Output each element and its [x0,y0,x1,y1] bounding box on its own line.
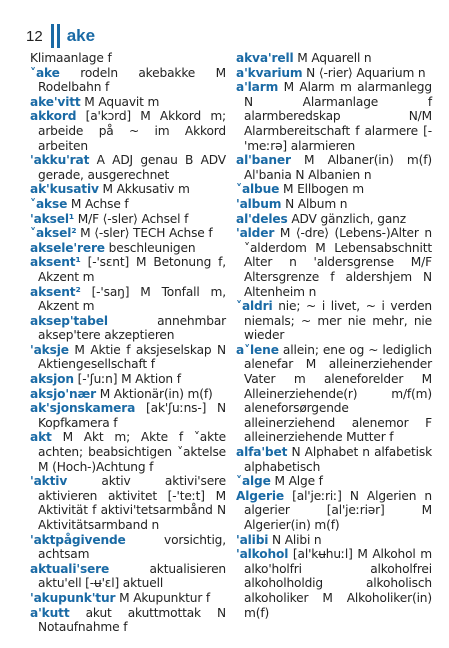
entry: akkord [a'kɔrd] M Akkord m; arbeide på ~ im Akkord arbeiten [30,109,226,153]
headword: ˅alge [236,474,271,489]
entry: 'alkohol [al'kʉhuːl] M Alkohol m alko'holfri alkoholfrei alkoholholdig alkoholisch alkoholiker M Alkoholiker(in) m(f) [236,547,432,620]
headword: 'alkohol [236,547,289,562]
headword: 'album [236,196,282,211]
headword: alfa'bet [236,445,288,460]
column-left [30,51,226,635]
entry: 'alibi N Alibi n [236,532,322,547]
page-header [26,22,95,50]
headword: ˅aksel² [30,226,77,241]
entry: ˅albue M Ellbogen m [236,182,364,197]
entry: ˅aldri nie; ~ i livet, ~ i verden niemals; ~ mer nie mehr, nie wieder [236,299,432,343]
headword: 'aksel¹ [30,211,75,226]
entry: aksent² [-'saŋ] M Tonfall m, Akzent m [30,284,226,314]
headword: a'larm [236,80,279,95]
headword: ak'sjonskamera [30,401,136,416]
headword: al'baner [236,153,291,168]
headword: 'alder [236,226,275,241]
headword: akkord [30,109,77,124]
headword: ak'kusativ [30,182,99,197]
entry: alfa'bet N Alphabet n alfabetisk alphabetisch [236,445,432,474]
headword: 'alibi [236,532,269,547]
entry: aksjon [-'ʃuːn] M Aktion f [30,372,181,387]
headword: aktuali'sere [30,561,110,576]
column-right [236,51,432,620]
headword: a'kutt [30,605,70,620]
headword: al'deles [236,211,288,226]
entry: al'deles ADV gänzlich, ganz [236,211,406,226]
headword: a'kvarium [236,65,303,80]
entry: aksep'tabel annehmbar aksep'tere akzeptieren [30,313,226,343]
entry: 'alder M ⟨-dre⟩ (Lebens-)Alter n ˅alderdom M Lebensabschnitt Alter n 'aldersgrense M/F Altersgrenze f aldershjem N Altenheim n [236,226,432,299]
entry: akva'rell M Aquarell n [236,51,372,65]
headword: aksjo'nær [30,386,96,401]
headword: aksep'tabel [30,313,108,328]
entry: 'album N Album n [236,196,348,211]
headword: 'aktiv [30,474,68,489]
page-number: 12 [26,27,43,45]
entry: aksjo'nær M Aktionär(in) m(f) [30,386,213,401]
entry: ˅ake rodeln akebakke M Rodelbahn f [30,65,226,95]
headword: ˅ake [30,65,60,80]
entry: aktuali'sere aktualisieren aktu'ell [-ʉ'ɛl] aktuell [30,561,226,591]
divider-bars [51,24,60,48]
headword: aksent¹ [30,255,81,270]
entry: Klimaanlage f [30,51,112,65]
headword: ake'vitt [30,94,81,109]
headword: a˅lene [236,342,279,357]
entry: a'larm M Alarm m alarmanlegg N Alarmanlage f alarmberedskap N/M Alarmbereitschaft f alarmere [-'meːrə] alarmieren [236,80,432,153]
entry: aksele'rere beschleunigen [30,240,196,255]
headword: ˅aldri [236,299,273,314]
entry: a'kvarium N ⟨-rier⟩ Aquarium n [236,65,426,80]
entry: a˅lene allein; ene og ~ lediglich alenefar M alleinerziehender Vater m aleneforelder M Alleinerziehende(r) m/f(m) aleneforsørgende alleinerziehend alenemor F alleinerziehende Mutter f [236,342,432,445]
entry: ak'sjonskamera [ak'ʃuːns-] N Kopfkamera f [30,401,226,430]
entry: 'akku'rat A ADJ genau B ADV gerade, ausgerechnet [30,153,226,182]
entry: 'aktpågivende vorsichtig, achtsam [30,532,226,562]
headword: 'aksje [30,342,69,357]
headword: aksent² [30,284,81,299]
entry: ˅alge M Alge f [236,474,323,489]
headword: ˅albue [236,182,280,197]
entry: 'aktiv aktiv aktivi'sere aktivieren aktivitet [-'teːt] M Aktivität f aktivi'tetsarmbånd N Aktivitätsarmband n [30,474,226,532]
headword: 'akku'rat [30,153,90,168]
headword: aksele'rere [30,240,105,255]
running-headword: ake [66,26,96,45]
entry: ˅aksel² M ⟨-sler⟩ TECH Achse f [30,226,213,241]
entry: a'kutt akut akuttmottak N Notaufnahme f [30,605,226,635]
entry: aksent¹ [-'sɛnt] M Betonung f, Akzent m [30,255,226,284]
headword: 'akupunk'tur [30,590,116,605]
headword: aksjon [30,372,74,387]
headword: akva'rell [236,51,294,65]
entry: al'baner M Albaner(in) m(f) Al'bania N Albanien n [236,153,432,182]
entry: 'akupunk'tur M Akupunktur f [30,590,211,605]
entry: ake'vitt M Aquavit m [30,94,160,109]
headword: Algerie [236,488,285,503]
headword: akt [30,430,52,445]
entry: akt M Akt m; Akte f ˅akte achten; beabsichtigen ˅aktelse M (Hoch-)Achtung f [30,430,226,474]
entry: Algerie [al'jeːriː] N Algerien n algerier [al'jeːriər] M Algerier(in) m(f) [236,488,432,532]
entry: 'aksel¹ M/F ⟨-sler⟩ Achsel f [30,211,189,226]
headword: 'aktpågivende [30,532,126,547]
entry: 'aksje M Aktie f aksjeselskap N Aktiengesellschaft f [30,342,226,372]
entry: ak'kusativ M Akkusativ m [30,182,190,197]
headword: ˅akse [30,196,68,211]
entry: ˅akse M Achse f [30,196,129,211]
